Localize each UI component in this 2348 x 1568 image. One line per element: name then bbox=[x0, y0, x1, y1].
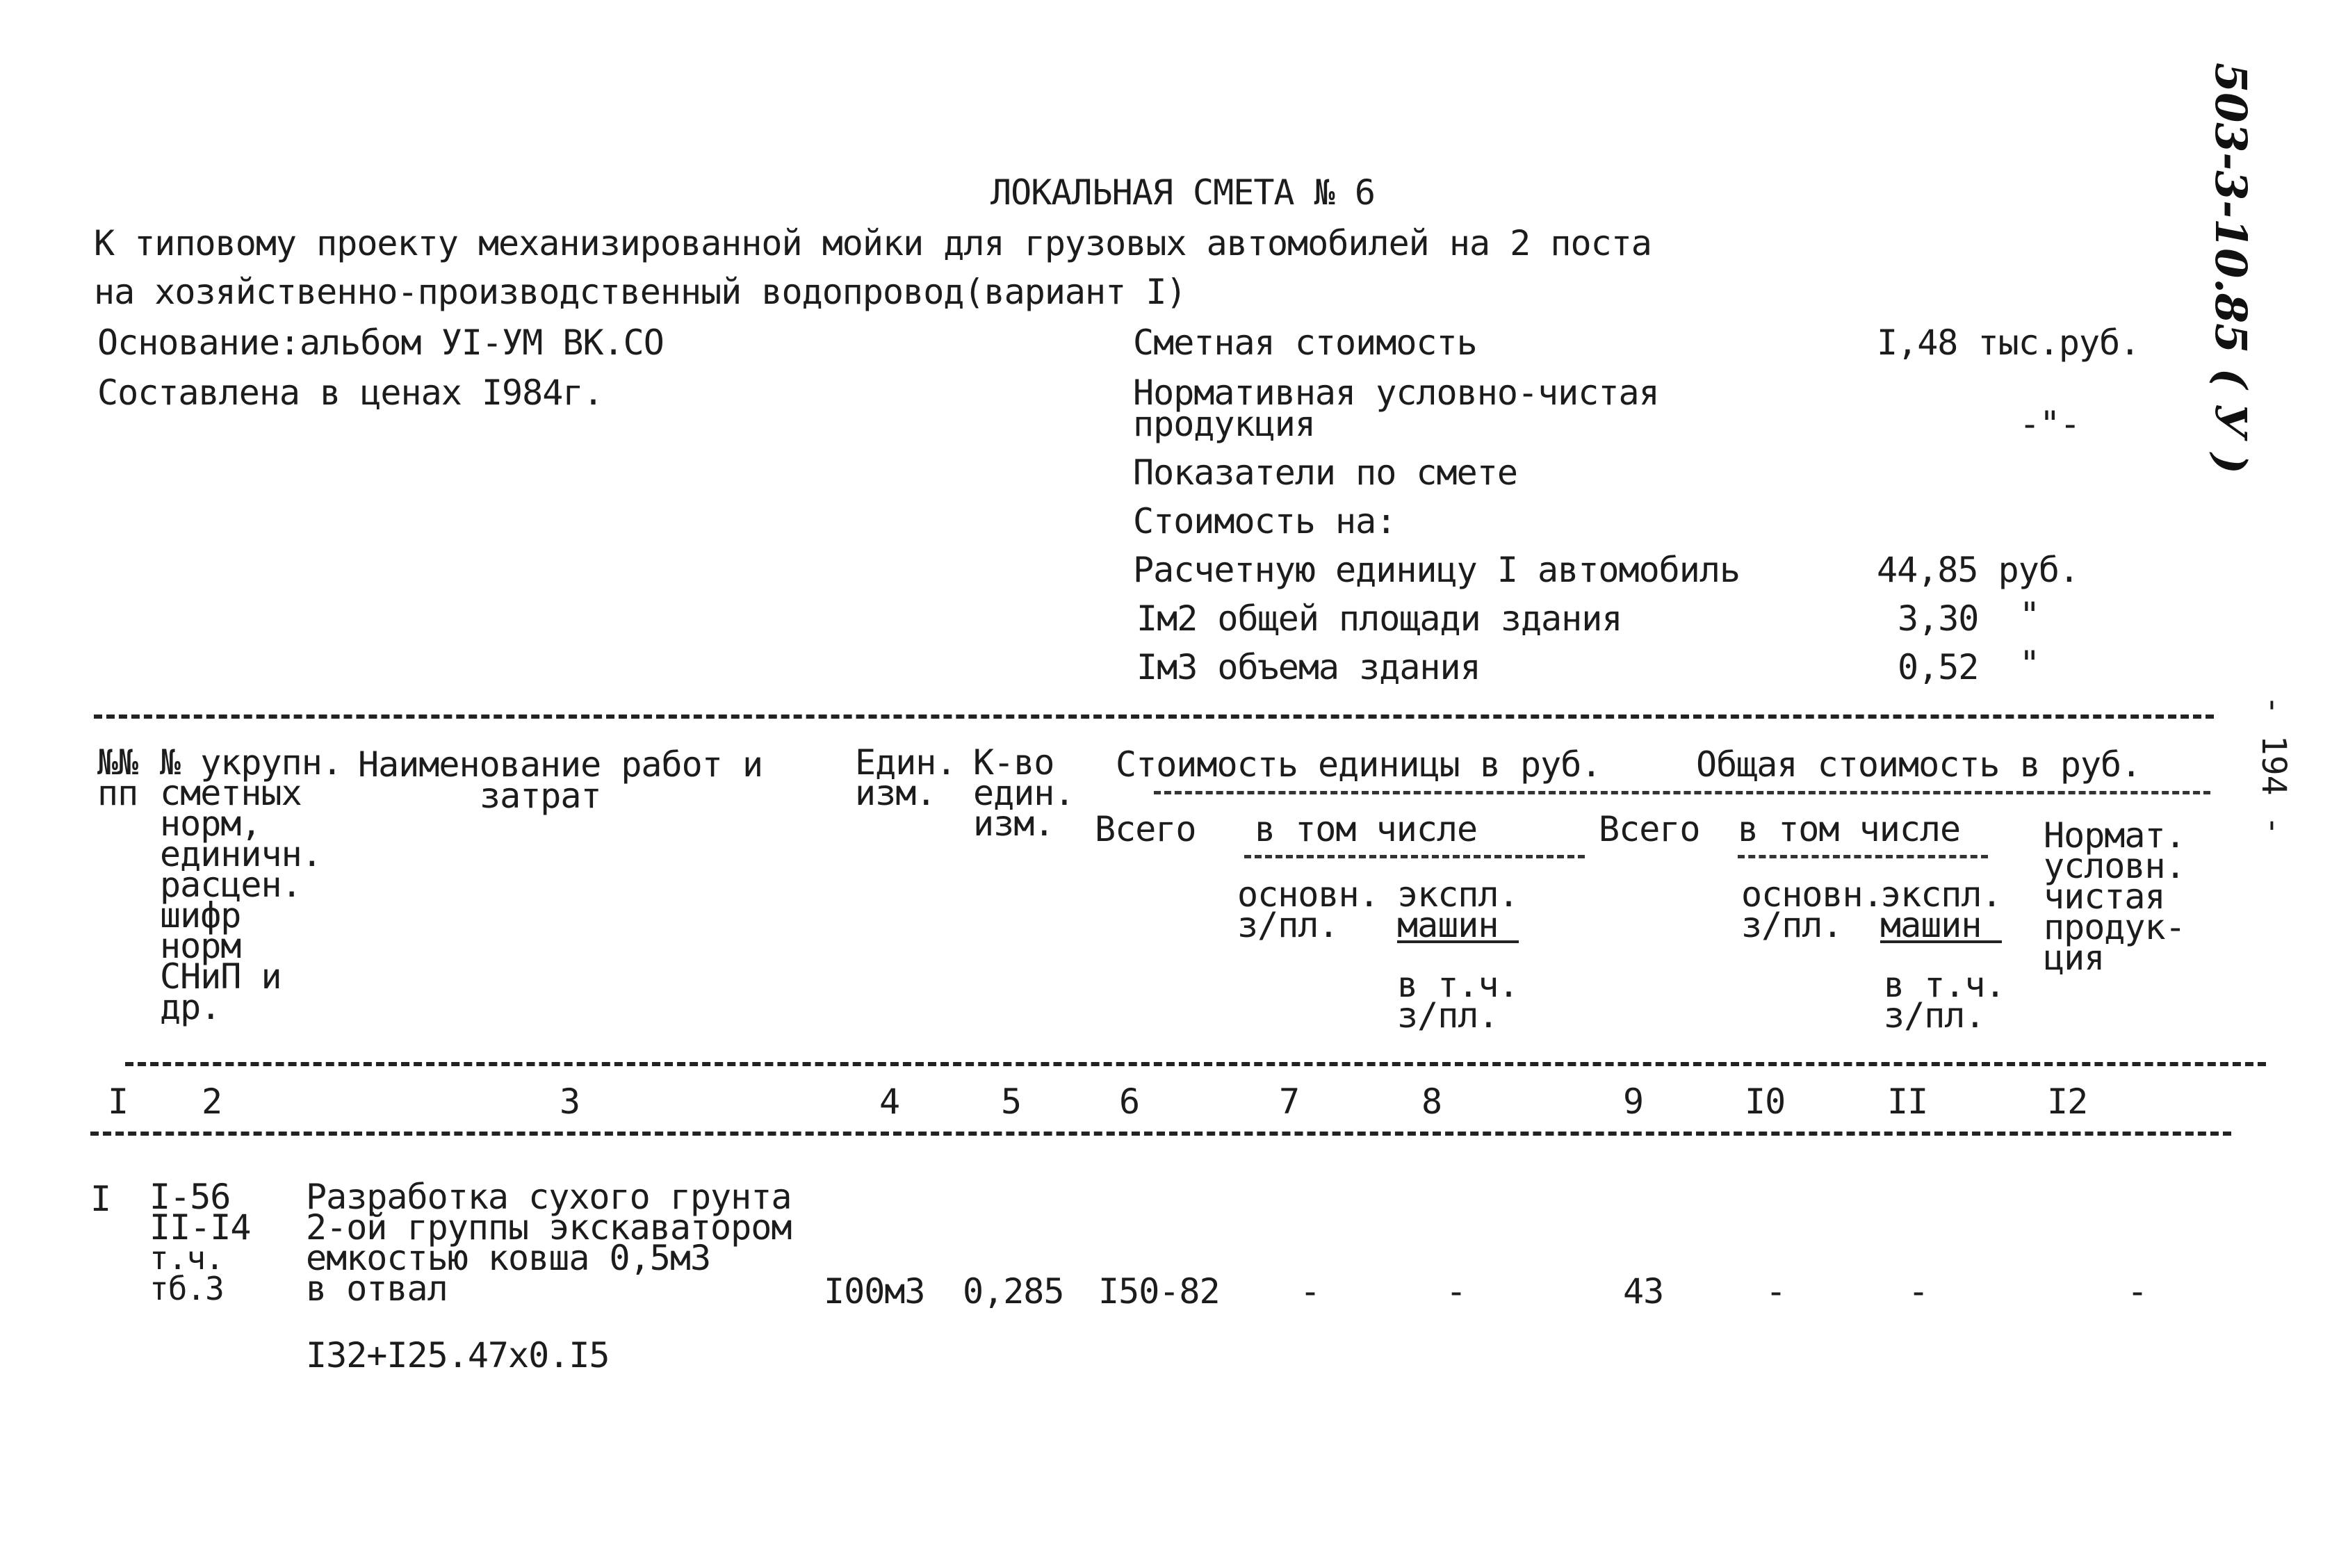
header-unit-machines bbox=[1397, 874, 1519, 945]
per-unit-value: 44,85 руб. bbox=[1877, 550, 2080, 590]
per-m2-ditto: " bbox=[2019, 595, 2040, 635]
row-1-unit: I00м3 bbox=[824, 1271, 925, 1312]
prices-year-text: Составлена в ценах I984г. bbox=[97, 373, 603, 413]
header-total-basic bbox=[1741, 874, 1883, 945]
header-total-machines-underline bbox=[1880, 940, 2002, 943]
column-number-6: 6 bbox=[1119, 1081, 1140, 1122]
header-normative bbox=[2044, 815, 2185, 978]
header-col-4 bbox=[855, 742, 956, 813]
per-m2-label: Iм2 общей площади здания bbox=[1136, 598, 1622, 639]
header-col-3-line-1: Наименование работ и bbox=[358, 744, 763, 785]
row-1-code-line-2: II-I4 bbox=[149, 1207, 251, 1248]
column-numbers-bottom-rule bbox=[90, 1132, 2231, 1136]
document-stamp: 503-3-10.85 ( У ) bbox=[2206, 63, 2256, 474]
column-numbers-top-rule bbox=[125, 1062, 2266, 1066]
header-total-incl: в том числе bbox=[1738, 809, 1961, 849]
row-1-name-line-3: емкостью ковша 0,5м3 bbox=[306, 1238, 711, 1278]
column-number-8: 8 bbox=[1421, 1081, 1442, 1122]
header-col-3-line-2: затрат bbox=[480, 776, 601, 816]
header-normative-line-1: Нормат. bbox=[2044, 815, 2185, 856]
header-unit-basic-line-1: основн. bbox=[1237, 874, 1379, 915]
row-1-code-line-3: т.ч. bbox=[149, 1239, 224, 1277]
table-top-rule bbox=[94, 714, 2214, 719]
header-col-5-line-3: изм. bbox=[973, 803, 1054, 844]
subtitle-line-1: К типовому проекту механизированной мойки для грузовых автомобилей на 2 поста bbox=[94, 223, 1652, 263]
header-total-machines-wages-line-1: в т.ч. bbox=[1884, 965, 2005, 1005]
header-total-machines-line-1: экспл. bbox=[1880, 874, 2002, 915]
header-unit-total: Всего bbox=[1095, 809, 1196, 849]
header-col-5-line-2: един. bbox=[973, 773, 1075, 813]
header-col-2-line-8: СНиП и bbox=[160, 956, 282, 997]
header-total-machines-wages-line-2: з/пл. bbox=[1884, 995, 1985, 1036]
per-m3-label: Iм3 объема здания bbox=[1136, 647, 1481, 687]
header-col-4-line-2: изм. bbox=[855, 773, 936, 813]
header-col-1-line-1: №№ bbox=[97, 742, 138, 783]
basis-text: Основание:альбом УI-УМ ВК.СО bbox=[97, 322, 664, 363]
column-number-9: 9 bbox=[1623, 1081, 1644, 1122]
header-col-2-line-2: сметных bbox=[160, 773, 302, 813]
header-total-cost-group: Общая стоимость в руб. bbox=[1696, 744, 2142, 785]
row-1-unit-total: I50-82 bbox=[1098, 1271, 1220, 1312]
row-1-qty: 0,285 bbox=[963, 1271, 1064, 1312]
row-1-normative: - bbox=[2127, 1271, 2148, 1312]
header-col-2-line-5: расцен. bbox=[160, 865, 302, 905]
header-col-1-line-2: пп bbox=[97, 773, 138, 813]
row-1-unit-basic: - bbox=[1300, 1271, 1321, 1312]
header-col-1 bbox=[97, 742, 138, 813]
row-1-name bbox=[306, 1177, 792, 1309]
header-total-total: Всего bbox=[1599, 809, 1700, 849]
header-unit-machines-underline bbox=[1397, 940, 1519, 943]
normative-label-line-1: Нормативная условно-чистая bbox=[1133, 373, 1659, 413]
header-total-incl-rule bbox=[1738, 855, 1988, 858]
normative-label-line-2: продукция bbox=[1133, 404, 1315, 444]
header-total-basic-line-2: з/пл. bbox=[1741, 905, 1843, 945]
column-number-1: I bbox=[108, 1081, 129, 1122]
per-m3-ditto: " bbox=[2019, 644, 2040, 684]
header-col-2-line-3: норм, bbox=[160, 803, 261, 844]
subtitle-line-2: на хозяйственно-производственный водопровод(вариант I) bbox=[94, 272, 1187, 312]
header-col-4-line-1: Един. bbox=[855, 742, 956, 783]
header-unit-machines-wages-line-2: з/пл. bbox=[1397, 995, 1499, 1036]
header-group-rule bbox=[1154, 791, 2210, 794]
row-1-total-basic: - bbox=[1766, 1271, 1786, 1312]
cost-on-label: Стоимость на: bbox=[1133, 501, 1396, 541]
document-title: ЛОКАЛЬНАЯ СМЕТА № 6 bbox=[990, 172, 1375, 213]
normative-value: -"- bbox=[2019, 404, 2080, 444]
header-total-basic-line-1: основн. bbox=[1741, 874, 1883, 915]
header-total-machines-line-2: машин bbox=[1880, 905, 1982, 945]
header-col-2-line-1: № укрупн. bbox=[160, 742, 342, 783]
per-m3-value: 0,52 bbox=[1898, 647, 1979, 687]
indicators-label: Показатели по смете bbox=[1133, 452, 1517, 493]
column-number-7: 7 bbox=[1279, 1081, 1300, 1122]
header-total-machines bbox=[1880, 874, 2002, 945]
column-number-4: 4 bbox=[879, 1081, 900, 1122]
column-number-11: II bbox=[1887, 1081, 1928, 1122]
estimated-cost-label: Сметная стоимость bbox=[1133, 322, 1477, 363]
header-unit-machines-wages-line-1: в т.ч. bbox=[1397, 965, 1519, 1005]
header-unit-basic-line-2: з/пл. bbox=[1237, 905, 1339, 945]
row-1-name-line-1: Разработка сухого грунта bbox=[306, 1177, 792, 1217]
column-number-5: 5 bbox=[1001, 1081, 1022, 1122]
header-normative-line-3: чистая bbox=[2044, 876, 2165, 917]
header-unit-machines-line-1: экспл. bbox=[1397, 874, 1519, 915]
row-1-code-line-4: тб.3 bbox=[149, 1270, 224, 1307]
row-1-code-line-1: I-56 bbox=[149, 1177, 231, 1217]
row-1-number: I bbox=[90, 1179, 111, 1219]
page-number: - 194 - bbox=[2254, 695, 2293, 836]
header-unit-incl: в том числе bbox=[1255, 809, 1478, 849]
header-normative-line-4: продук- bbox=[2044, 907, 2185, 947]
row-1-total: 43 bbox=[1623, 1271, 1664, 1312]
estimated-cost-value: I,48 тыс.руб. bbox=[1877, 322, 2140, 363]
header-unit-basic bbox=[1237, 874, 1379, 945]
per-m2-value: 3,30 bbox=[1898, 598, 1979, 639]
header-col-2 bbox=[160, 742, 342, 1027]
column-number-2: 2 bbox=[202, 1081, 222, 1122]
column-number-10: I0 bbox=[1745, 1081, 1786, 1122]
header-col-2-line-7: норм bbox=[160, 926, 241, 966]
column-number-3: 3 bbox=[560, 1081, 580, 1122]
header-col-2-line-9: др. bbox=[160, 987, 221, 1027]
header-col-5 bbox=[973, 742, 1075, 844]
header-total-machines-wages bbox=[1884, 965, 2005, 1036]
column-number-12: I2 bbox=[2047, 1081, 2088, 1122]
header-unit-cost-group: Стоимость единицы в руб. bbox=[1116, 744, 1601, 785]
header-normative-line-2: условн. bbox=[2044, 846, 2185, 886]
row-1-name-line-2: 2-ой группы экскаватором bbox=[306, 1207, 792, 1248]
header-unit-machines-wages bbox=[1397, 965, 1519, 1036]
row-1-name-line-4: в отвал bbox=[306, 1268, 448, 1309]
header-col-2-line-6: шифр bbox=[160, 895, 241, 936]
header-unit-incl-rule bbox=[1244, 855, 1585, 858]
header-unit-machines-line-2: машин bbox=[1397, 905, 1499, 945]
header-col-2-line-4: единичн. bbox=[160, 834, 322, 874]
header-normative-line-5: ция bbox=[2044, 938, 2105, 978]
row-1-unit-machines: - bbox=[1446, 1271, 1467, 1312]
header-col-5-line-1: К-во bbox=[973, 742, 1054, 783]
row-1-total-machines: - bbox=[1908, 1271, 1929, 1312]
row-1-codes bbox=[149, 1177, 251, 1307]
per-unit-label: Расчетную единицу I автомобиль bbox=[1133, 550, 1740, 590]
row-1-formula: I32+I25.47x0.I5 bbox=[306, 1335, 610, 1375]
